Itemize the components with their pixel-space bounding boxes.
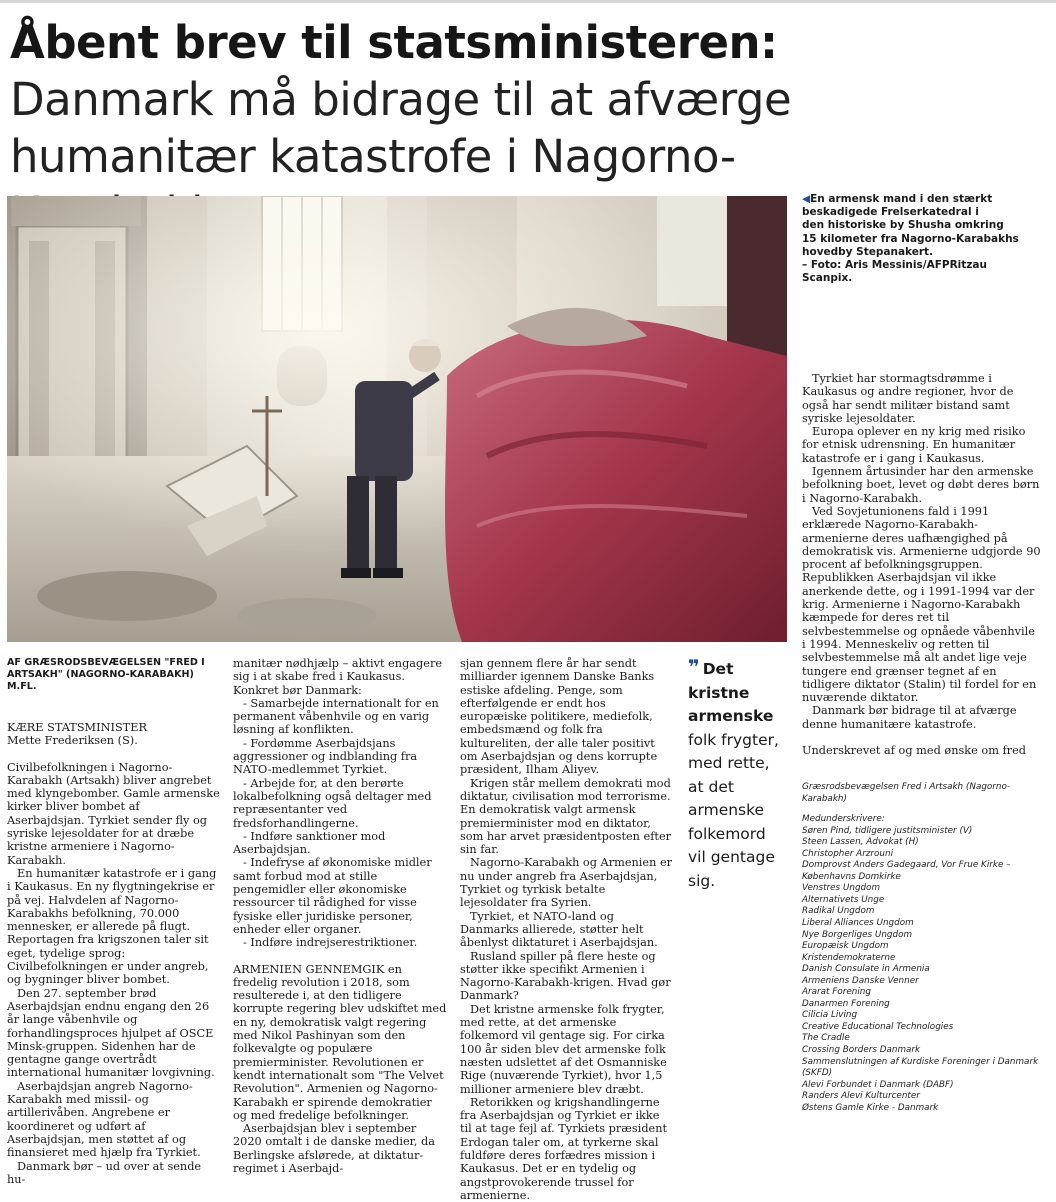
signer-name: Domprovst Anders Gadegaard, Vor Frue Kirke – Københavns Domkirke — [802, 860, 1011, 882]
caption-line: beskadigede Frelserkatedral i — [802, 206, 979, 219]
signer-name: Nye Borgerliges Ungdom — [802, 929, 913, 940]
signer-name: Venstres Ungdom — [802, 883, 881, 894]
signer-names — [802, 826, 1042, 1115]
signer-name: Crossing Borders Danmark — [802, 1045, 921, 1056]
signers-list — [802, 782, 1042, 1114]
paragraph: Rusland spiller på flere heste og støtter ikke specifikt Armenien i Nagorno-Karabakh-krigen. Hvad gør Danmark? — [460, 949, 671, 1003]
signer-name: Europæisk Ungdom — [802, 941, 889, 952]
signer-name: The Cradle — [802, 1033, 850, 1044]
pull-quote — [688, 656, 788, 893]
quote-mark-icon: ❞ — [688, 655, 698, 679]
caption-line: Scanpix. — [802, 272, 853, 285]
paragraph: En humanitær katastrofe er i gang i Kaukasus. En ny flygtningekrise er på vej. Halvdelen af Nagorno-Karabakhs befolkning, 70.000 mennesker, er allerede på flugt. Reportagen fra krigszonen taler sit eget, tydelige sprog: Civilbefolkningen er under angreb, og bygninger bliver bombet. — [7, 866, 217, 987]
caption-line: den historiske by Shusha omkring — [802, 219, 1004, 232]
signers-heading: Medunderskrivere: — [802, 814, 885, 825]
signer-name: Østens Gamle Kirke - Danmark — [802, 1102, 939, 1113]
demand-item: - Samarbejde internationalt for en permanent våbenhvile og en varig løsning af konflikten. — [233, 696, 439, 737]
section-lead: ARMENIEN GENNEMGIK — [233, 962, 385, 976]
paragraph: Danmark bør – ud over at sende hu- — [7, 1159, 202, 1186]
signer-name: Armeniens Danske Venner — [802, 975, 919, 986]
photo-illustration — [7, 196, 787, 642]
signer-name: Cilicia Living — [802, 1010, 858, 1021]
signer-org: Græsrodsbevægelsen Fred i Artsakh (Nagorno-Karabakh) — [802, 782, 1011, 804]
signer-name: Søren Pind, tidligere justitsminister (V) — [802, 825, 973, 836]
demand-item: - Fordømme Aserbajdsjans aggressioner og indblanding fra NATO-medlemmet Tyrkiet. — [233, 736, 418, 777]
quote-text: folk frygter, med rette, at det armenske folkemord vil gentage sig. — [688, 730, 779, 890]
signer-name: Danish Consulate in Armenia — [802, 964, 930, 975]
signer-name: Radikal Ungdom — [802, 906, 875, 917]
signer-name: Randers Alevi Kulturcenter — [802, 1091, 920, 1102]
caption-line: En armensk mand i den stærkt — [810, 193, 993, 205]
paragraph: Ved Sovjetunionens fald i 1991 erklærede Nagorno-Karabakh-armenierne deres uafhængighed på demokratisk vis. Armenierne udgjorde 90 procent af befolkningsgruppen. Republikken Aserbajdsjan vil ikke anerkende dette, og i 1991-1994 var der krig. Armenierne i Nagorno-Karabakh kæmpede for deres ret til selvbestemmelse og opnåede våbenhvile i 1994. Menneskeliv og retten til selvbestemmelse må alt andet lige veje tungere end grænser tegnet af en tidligere diktator (Stalin) til fordel for en nuværende diktator. — [802, 504, 1041, 705]
column-2 — [233, 657, 447, 1175]
caption-line: hovedby Stepanakert. — [802, 245, 934, 258]
signer-name: Christopher Arzrouni — [802, 848, 894, 859]
paragraph: Den 27. september brød Aserbajdsjan endnu engang den 26 år lange våbenhvile og forhandlingsproces hjulpet af OSCE Minsk-gruppen. Sidenhen har de gentagne gange overtrådt international humanitær lovgivning. — [7, 986, 215, 1080]
signer-name: Sammenslutningen af Kurdiske Foreninger i Danmark (SKFD) — [802, 1056, 1039, 1079]
paragraph: Europa oplever en ny krig med risiko for etnisk udrensning. En humanitær katastrofe er i gang i Kaukasus. — [802, 425, 1026, 465]
paragraph: Igennem årtusinder har den armenske befolkning boet, levet og døbt deres børn i Nagorno-Karabakh. — [802, 465, 1040, 505]
paragraph: Tyrkiet har stormagtsdrømme i Kaukasus og andre regioner, hvor de også har sendt militær bistand samt syriske lejesoldater. — [802, 372, 1014, 425]
column-4 — [802, 372, 1042, 757]
signer-name: Steen Lassen, Advokat (H) — [802, 837, 919, 848]
demand-item: - Indføre indrejserestriktioner. — [243, 936, 418, 950]
photo-caption — [802, 193, 1042, 285]
caption-marker-icon: ◀ — [802, 193, 811, 205]
caption-line: 15 kilometer fra Nagorno-Karabakhs — [802, 232, 1019, 245]
paragraph: manitær nødhjælp – aktivt engagere sig i at skabe fred i Kaukasus. Konkret bør Danmark: — [233, 657, 443, 697]
paragraph: Det kristne armenske folk frygter, med rette, at det armenske folkemord vil gentage sig. For cirka 100 år siden blev det armenske folk næsten udslettet af det Osmanniske Rige (nuværende Tyrkiet), hvor 1,5 millioner armeniere blev dræbt. — [460, 1002, 667, 1096]
byline: AF GRÆSRODSBEVÆGELSEN "FRED I ARTSAKH" (NAGORNO-KARABAKH) M.FL. — [7, 657, 205, 692]
signer-name: Ararat Forening — [802, 987, 871, 998]
demand-item: - Indefryse af økonomiske midler samt forbud mod at stille pengemidler eller økonomiske ressourcer til rådighed for visse fysiske eller juridiske personer, enheder eller organer. — [233, 856, 432, 936]
paragraph: Krigen står mellem demokrati mod diktatur, civilisation mod terrorisme. En demokratisk valgt armensk premierminister mod en diktator, som har arvet præsidentposten efter sin far. — [460, 776, 672, 857]
salutation: KÆRE STATSMINISTER — [7, 721, 147, 734]
signer-name: Alternativets Unge — [802, 894, 885, 905]
headline-text: Danmark må bidrage til at afværge humanitær katastrofe i Nagorno- — [10, 73, 792, 183]
top-rule — [0, 0, 1056, 3]
column-3 — [460, 657, 674, 1202]
signoff: Underskrevet af og med ønske om fred — [802, 744, 1026, 758]
headline-kicker: Åbent brev til statsministeren: — [10, 16, 778, 69]
signer-name: Kristendemokraterne — [802, 952, 896, 963]
signer-name: Alevi Forbundet i Danmark (DABF) — [802, 1079, 954, 1090]
demand-item: - Arbejde for, at den berørte lokalbefolkning også deltager med repræsentanter ved fredsforhandlingerne. — [233, 776, 432, 830]
signer-name: Danarmen Forening — [802, 998, 890, 1009]
cathedral-photo — [7, 196, 787, 642]
addressee: Mette Frederiksen (S). — [7, 734, 138, 748]
caption-line: – Foto: Aris Messinis/AFPRitzau — [802, 259, 987, 272]
paragraph: Danmark bør bidrage til at afværge denne humanitære katastrofe. — [802, 704, 1017, 731]
paragraph: Aserbajdsjan angreb Nagorno-Karabakh med missil- og artillerivåben. Angrebene er koordineret og udført af Aserbajdsjan, men støttet af og finansieret med hjælp fra Tyrkiet. — [7, 1079, 201, 1160]
paragraph: sjan gennem flere år har sendt milliarder igennem Danske Banks estiske afdeling. Penge, som efterfølgende er endt hos europæiske politikere, mediefolk, embedsmænd og folk fra kultureliten, der alle taler positivt om Aserbajdsjan og dens korrupte præsident, Ilham Aliyev. — [460, 657, 658, 777]
paragraph: Civilbefolkningen i Nagorno-Karabakh (Artsakh) bliver angrebet med klyngebomber. Gamle armenske kirker bliver bombet af Aserbajdsjan. Tyrkiet sender fly og syriske lejesoldater for at dræbe kristne armeniere i Nagorno-Karabakh. — [7, 760, 220, 867]
paragraph: Retorikken og krigshandlingerne fra Aserbajdsjan og Tyrkiet er ikke til at tage fejl af. Tyrkiets præsident Erdogan taler om, at tyrkerne skal fuldføre deres forfædres mission i Kaukasus. Det er en tydelig og angstprovokerende trussel for armenierne. — [460, 1095, 668, 1202]
signer-name: Liberal Alliances Ungdom — [802, 918, 914, 929]
quote-bold: Det kristne armenske — [688, 660, 774, 725]
section-text: en fredelig revolution i 2018, som resulterede i, at den tidligere korrupte regering blev udskiftet med en ny, demokratisk valgt regering med Nikol Pashinyan som den folkevalgte og populære premierminister. Revolutionen er kendt internationalt som "The Velvet Revolution". Armenien og Nagorno-Karabakh er spirende demokratier og med fredelige befolkninger. — [233, 962, 447, 1122]
paragraph: Tyrkiet, et NATO-land og Danmarks allierede, støtter helt åbenlyst diktaturet i Aserbajdsjan. — [460, 909, 658, 950]
column-1 — [7, 657, 220, 1186]
paragraph: Nagorno-Karabakh og Armenien er nu under angreb fra Aserbajdsjan, Tyrkiet og tyrkisk betalte lejesoldater fra Syrien. — [460, 856, 673, 910]
paragraph: Aserbajdsjan blev i september 2020 omtalt i de danske medier, da Berlingske afslørede, at diktatur-regimet i Aserbajd- — [233, 1122, 435, 1175]
signer-name: Creative Educational Technologies — [802, 1021, 954, 1032]
section-paragraph — [233, 963, 447, 1123]
demand-item: - Indføre sanktioner mod Aserbajdsjan. — [233, 829, 386, 857]
